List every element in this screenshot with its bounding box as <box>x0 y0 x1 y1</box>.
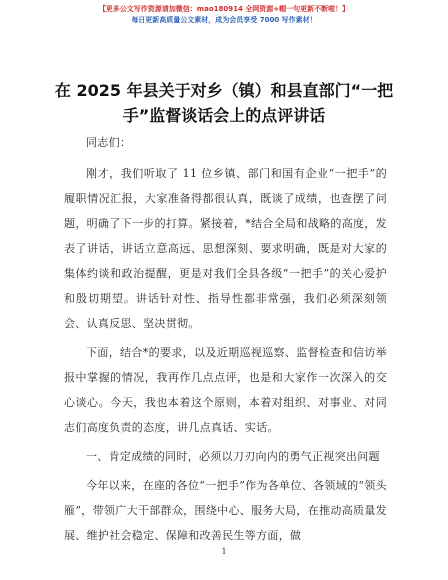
body-paragraph: 下面，结合*的要求，以及近期巡视巡察、监督检查和信访举报中掌握的情况，我再作几点点评，也是和大家作一次深入的交心谈心。今天，我也本着这个原则，本着对组织、对事业、对同志们高度负责的态度，讲几点真话、实话。 <box>64 346 387 434</box>
document-title: 在 2025 年县关于对乡（镇）和县直部门“一把手”监督谈话会上的点评讲话 <box>54 81 394 125</box>
page-number: 1 <box>221 547 227 556</box>
body-paragraph: 今年以来，在座的各位“一把手”作为各单位、各领域的“领头雁”，带领广大干部群众，围绕中心、服务大局，在推动高质量发展、维护社会稳定、保障和改善民生等方面，做 <box>64 479 387 542</box>
promo-line-wechat: 【更多公文写作资源请加微信：mao180914 全网资源+帽一句更新不断啦！】 <box>98 5 350 13</box>
body-paragraph: 刚才，我们听取了 11 位乡镇、部门和国有企业“一把手”的履职情况汇报，大家准备得都很认真，既谈了成绩，也查摆了问题，明确了下一步的打算。紧接着，*结合全局和战略的高度，发表了讲话，讲话立意高远、思想深刻、要求明确，既是对大家的集体约谈和政治提醒，更是对我们全县各级“一把手”的关心爱护和殷切期望。讲话针对性、指导性都非常强，我们必须深刻领会、认真反思、坚决贯彻。 <box>64 167 387 330</box>
document-body <box>64 130 387 552</box>
promo-banner <box>0 4 448 26</box>
salutation: 同志们： <box>86 136 132 149</box>
promo-line-membership: 每日更新高质量公文素材，成为会员享受 7000 写作素材！ <box>131 16 317 24</box>
section-heading: 一、肯定成绩的同时，必须以刀刃向内的勇气正视突出问题 <box>86 450 380 463</box>
